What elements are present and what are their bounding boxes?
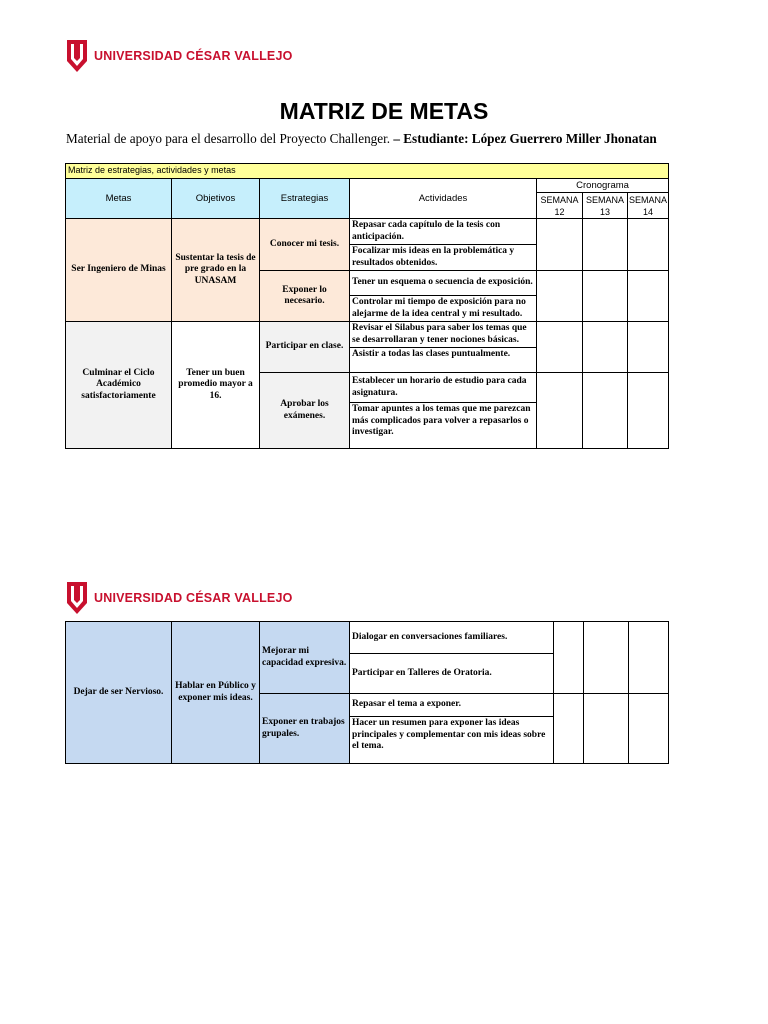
student-name: Estudiante: López Guerrero Miller Jhonatan xyxy=(403,131,657,146)
schedule-cell[interactable] xyxy=(584,694,629,764)
page-subtitle xyxy=(66,131,756,147)
header-estrategias: Estrategias xyxy=(260,178,350,219)
goal-meta: Dejar de ser Nervioso. xyxy=(66,622,172,764)
schedule-cell[interactable] xyxy=(537,373,583,449)
university-name: UNIVERSIDAD CÉSAR VALLEJO xyxy=(94,591,293,605)
activity-cell: Controlar mi tiempo de exposición para no alejarme de la idea central y mi resultado. xyxy=(350,296,537,322)
goal-objetivo: Sustentar la tesis de pre grado en la UNASAM xyxy=(172,219,260,322)
goal-objetivo: Tener un buen promedio mayor a 16. xyxy=(172,322,260,449)
activity-cell: Tener un esquema o secuencia de exposición. xyxy=(350,271,537,296)
schedule-cell[interactable] xyxy=(628,373,669,449)
activity-cell: Revisar el Silabus para saber los temas que se desarrollaran y tener nociones básicas. xyxy=(350,322,537,348)
header-metas: Metas xyxy=(66,178,172,219)
strategy-cell: Participar en clase. xyxy=(260,322,350,373)
goals-matrix-table xyxy=(65,163,669,449)
goal-meta: Culminar el Ciclo Académico satisfactoriamente xyxy=(66,322,172,449)
page-title: MATRIZ DE METAS xyxy=(279,98,489,124)
strategy-cell: Aprobar los exámenes. xyxy=(260,373,350,449)
strategy-cell: Exponer en trabajos grupales. xyxy=(260,694,350,764)
goals-matrix-table-2 xyxy=(65,621,669,764)
schedule-cell[interactable] xyxy=(583,271,628,322)
schedule-cell[interactable] xyxy=(554,622,584,694)
activity-cell: Tomar apuntes a los temas que me parezcan más complicados para volver a repasarlos o investigar. xyxy=(350,403,537,449)
schedule-cell[interactable] xyxy=(537,271,583,322)
schedule-cell[interactable] xyxy=(628,271,669,322)
university-logo xyxy=(66,39,293,73)
activity-cell: Participar en Talleres de Oratoria. xyxy=(350,654,554,694)
schedule-cell[interactable] xyxy=(583,322,628,373)
schedule-cell[interactable] xyxy=(583,373,628,449)
schedule-cell[interactable] xyxy=(584,622,629,694)
schedule-cell[interactable] xyxy=(583,219,628,271)
activity-cell: Hacer un resumen para exponer las ideas principales y complementar con mis ideas sobre el tema. xyxy=(350,717,554,764)
strategy-cell: Conocer mi tesis. xyxy=(260,219,350,271)
activity-cell: Repasar el tema a exponer. xyxy=(350,694,554,717)
activity-cell: Repasar cada capítulo de la tesis con anticipación. xyxy=(350,219,537,245)
strategy-cell: Mejorar mi capacidad expresiva. xyxy=(260,622,350,694)
header-week-14: SEMANA 14 xyxy=(629,194,668,217)
subtitle-text: Material de apoyo para el desarrollo del Proyecto Challenger. xyxy=(66,131,391,146)
university-shield-icon xyxy=(66,581,88,615)
activity-cell: Establecer un horario de estudio para cada asignatura. xyxy=(350,373,537,403)
university-shield-icon xyxy=(66,39,88,73)
header-objetivos: Objetivos xyxy=(172,178,260,219)
schedule-cell[interactable] xyxy=(629,622,669,694)
schedule-cell[interactable] xyxy=(628,322,669,373)
schedule-cell[interactable] xyxy=(537,219,583,271)
schedule-cell[interactable] xyxy=(628,219,669,271)
schedule-cell[interactable] xyxy=(554,694,584,764)
goal-meta: Ser Ingeniero de Minas xyxy=(66,219,172,322)
header-week-12: SEMANA 12 xyxy=(537,193,583,219)
activity-cell: Dialogar en conversaciones familiares. xyxy=(350,622,554,654)
activity-cell: Asistir a todas las clases puntualmente. xyxy=(350,348,537,373)
header-cronograma: Cronograma xyxy=(537,178,669,193)
header-week-13: SEMANA 13 xyxy=(583,193,628,219)
university-name: UNIVERSIDAD CÉSAR VALLEJO xyxy=(94,49,293,63)
university-logo xyxy=(66,581,293,615)
strategy-cell: Exponer lo necesario. xyxy=(260,271,350,322)
matrix-caption: Matriz de estrategias, actividades y metas xyxy=(66,164,669,179)
activity-cell: Focalizar mis ideas en la problemática y resultados obtenidos. xyxy=(350,245,537,271)
goal-objetivo: Hablar en Público y exponer mis ideas. xyxy=(172,622,260,764)
schedule-cell[interactable] xyxy=(537,322,583,373)
subtitle-dash: – xyxy=(393,131,400,146)
header-actividades: Actividades xyxy=(350,178,537,219)
schedule-cell[interactable] xyxy=(629,694,669,764)
